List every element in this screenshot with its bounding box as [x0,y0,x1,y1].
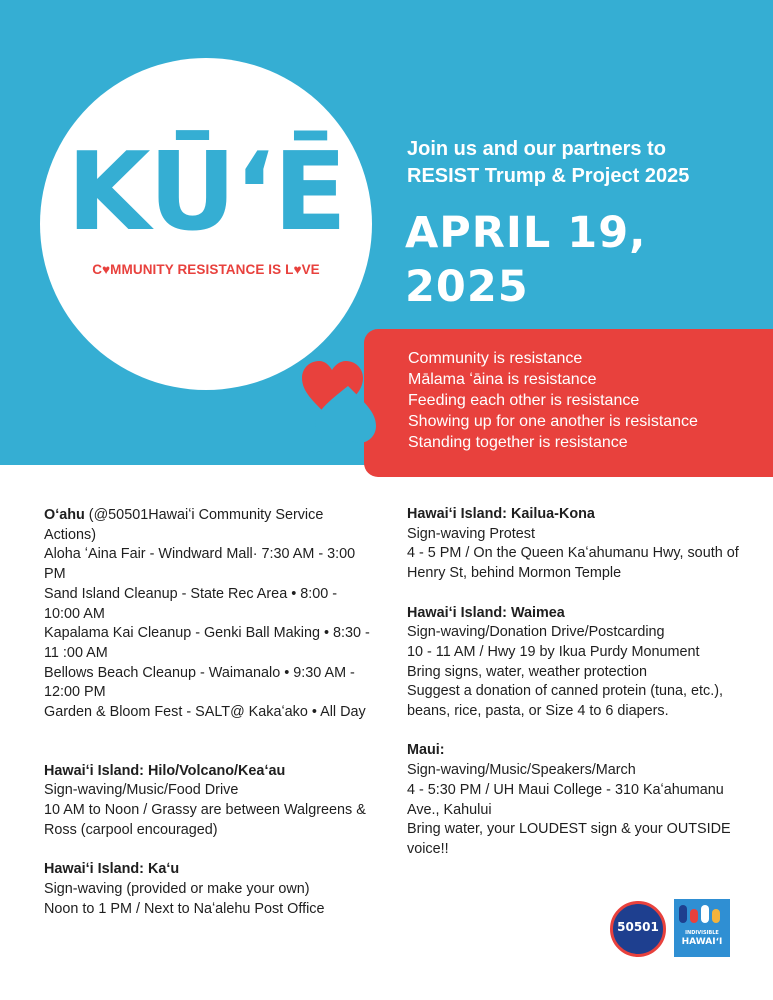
waimea-title: Hawaiʻi Island: Waimea [407,604,565,621]
intro-text [407,136,747,190]
left-column [44,506,374,939]
indivisible-label: INDIVISIBLE [685,930,719,936]
oahu-event: Garden & Bloom Fest - SALT@ Kakaʻako • All Day [44,704,366,721]
oahu-section [44,506,374,723]
50501-logo [610,901,666,957]
kona-section [407,505,742,584]
maui-detail: Bring water, your LOUDEST sign & your OUTSIDE voice!! [407,821,731,857]
indivisible-hawaii-logo [674,899,730,957]
waimea-detail: Suggest a donation of canned protein (tuna, etc.), beans, rice, pasta, or Size 4 to 6 diapers. [407,683,724,720]
hearts-icon [300,350,378,450]
waimea-section [407,604,742,722]
waimea-detail: 10 - 11 AM / Hwy 19 by Ikua Purdy Monument [407,643,700,660]
slogan-item: Community is resistance [408,350,583,367]
50501-logo-text: 50501 [617,920,659,934]
kau-title: Hawaiʻi Island: Kaʻu [44,861,180,878]
slogan-item: Showing up for one another is resistance [408,413,698,430]
kona-detail: 4 - 5 PM / On the Queen Kaʻahumanu Hwy, south of Henry St, behind Mormon Temple [407,545,739,582]
waimea-detail: Bring signs, water, weather protection [407,663,647,680]
slogan-item: Feeding each other is resistance [408,392,640,409]
kona-detail: Sign-waving Protest [407,525,535,542]
oahu-event: Bellows Beach Cleanup - Waimanalo • 9:30 AM - 12:00 PM [44,664,355,701]
oahu-event: Aloha ʻAina Fair - Windward Mall· 7:30 AM - 3:00 PM [44,546,356,583]
oahu-subtitle: (@50501Hawaiʻi Community Service Actions) [44,507,324,543]
kau-detail: Noon to 1 PM / Next to Naʻalehu Post Office [44,900,325,917]
intro-line-2: RESIST Trump & Project 2025 [407,165,690,187]
kau-section [44,860,374,919]
maui-detail: 4 - 5:30 PM / UH Maui College - 310 Kaʻahumanu Ave., Kahului [407,781,724,818]
maui-detail: Sign-waving/Music/Speakers/March [407,762,636,779]
hilo-title: Hawaiʻi Island: Hilo/Volcano/Keaʻau [44,762,286,779]
intro-line-1: Join us and our partners to [407,138,666,160]
hilo-section [44,762,374,841]
oahu-title: Oʻahu [44,507,85,523]
indivisible-mark-icon [674,901,730,931]
slogan-item: Mālama ʻāina is resistance [408,371,597,388]
slogan-list [408,348,698,453]
slogan-item: Standing together is resistance [408,434,628,451]
hawaii-label: HAWAIʻI [681,937,723,947]
kue-logo [40,58,372,390]
logo-tagline: C♥MMUNITY RESISTANCE IS L♥VE [92,262,320,277]
oahu-event: Sand Island Cleanup - State Rec Area • 8:00 - 10:00 AM [44,585,338,622]
logo-wordmark: KŪʻĒ [66,130,346,255]
hilo-detail: 10 AM to Noon / Grassy are between Walgreens & Ross (carpool encouraged) [44,802,366,838]
event-date: APRIL 19, 2025 [405,208,647,312]
hilo-detail: Sign-waving/Music/Food Drive [44,782,239,799]
kau-detail: Sign-waving (provided or make your own) [44,880,310,897]
maui-section [407,741,742,859]
oahu-event: Kapalama Kai Cleanup - Genki Ball Making • 8:30 - 11 :00 AM [44,625,370,661]
maui-title: Maui: [407,742,445,759]
right-column [407,505,742,879]
waimea-detail: Sign-waving/Donation Drive/Postcarding [407,624,665,641]
kona-title: Hawaiʻi Island: Kailua-Kona [407,506,595,522]
